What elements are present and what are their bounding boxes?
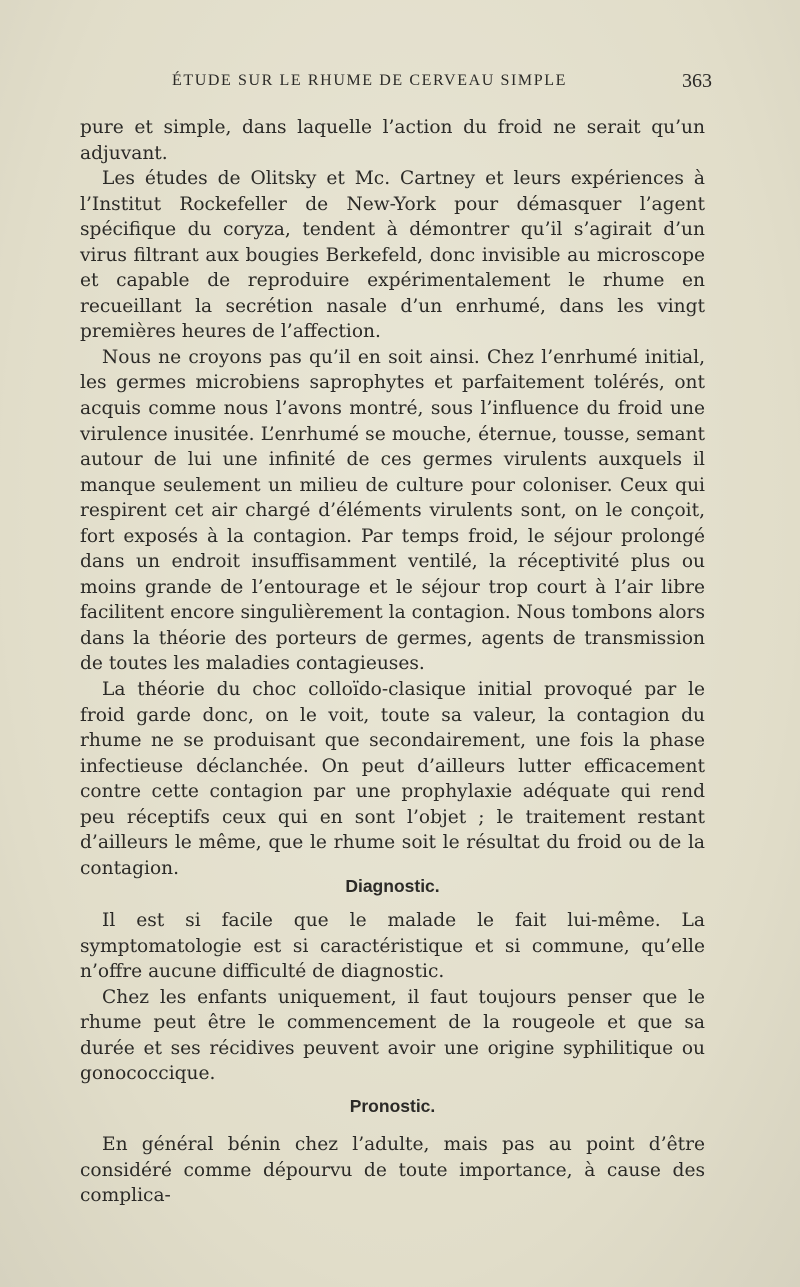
body-text-pronostic xyxy=(80,1132,705,1209)
paragraph-continuation: pure et simple, dans laquelle l’action du froid ne serait qu’un adjuvant. xyxy=(80,117,705,164)
section-heading-diagnostic: Diagnostic. xyxy=(345,876,440,896)
body-text-diagnostic xyxy=(80,908,705,1087)
running-title: ÉTUDE SUR LE RHUME DE CERVEAU SIMPLE xyxy=(172,72,567,89)
running-header xyxy=(172,72,712,96)
page-number: 363 xyxy=(682,70,712,92)
paragraph-contagion: Nous ne croyons pas qu’il en soit ainsi. Chez l’enrhumé initial, les germes microbiens saprophytes et parfaitement tolérés, ont acquis comme nous l’avons montré, sous l’influence du froid une virulence inusitée. L’enrhumé se mouche, éternue, tousse, semant autour de lui une infinité de ces germes virulents auxquels il manque seulement un milieu de culture pour coloniser. Ceux qui respirent cet air chargé d’éléments virulents sont, on le conçoit, fort exposés à la contagion. Par temps froid, le séjour prolongé dans un endroit insuffisamment ventilé, la réceptivité plus ou moins grande de l’entourage et le séjour trop court à l’air libre facilitent encore singulièrement la contagion. Nous tombons alors dans la théorie des porteurs de germes, agents de transmission de toutes les maladies contagieuses. xyxy=(80,346,705,675)
paragraph-diagnostic-1: Il est si facile que le malade le fait lui-même. La symptomatologie est si caractéristique et si commune, qu’elle n’offre aucune difficulté de diagnostic. xyxy=(80,910,705,983)
body-text-main xyxy=(80,115,705,881)
paragraph-pronostic-1: En général bénin chez l’adulte, mais pas au point d’être considéré comme dépourvu de toute importance, à cause des complica- xyxy=(80,1134,705,1207)
section-heading-pronostic: Pronostic. xyxy=(349,1096,436,1116)
paragraph-diagnostic-2: Chez les enfants uniquement, il faut toujours penser que le rhume peut être le commencement de la rougeole et que sa durée et ses récidives peuvent avoir une origine syphilitique ou gonococcique. xyxy=(80,986,705,1085)
paragraph-olitsky: Les études de Olitsky et Mc. Cartney et leurs expériences à l’Institut Rockefeller de New-York pour démasquer l’agent spécifique du coryza, tendent à démontrer qu’il s’agirait d’un virus filtrant aux bougies Berkefeld, donc invisible au microscope et capable de reproduire expérimentalement le rhume en recueillant la secrétion nasale d’un enrhumé, dans les vingt premières heures de l’affection. xyxy=(80,168,705,343)
paragraph-choc-colloido-clasique: La théorie du choc colloïdo-clasique initial provoqué par le froid garde donc, on le voit, toute sa valeur, la contagion du rhume ne se produisant que secondairement, une fois la phase infectieuse déclanchée. On peut d’ailleurs lutter efficacement contre cette contagion par une prophylaxie adéquate qui rend peu réceptifs ceux qui en sont l’objet ; le traitement restant d’ailleurs le même, que le rhume soit le résultat du froid ou de la contagion. xyxy=(80,679,705,879)
